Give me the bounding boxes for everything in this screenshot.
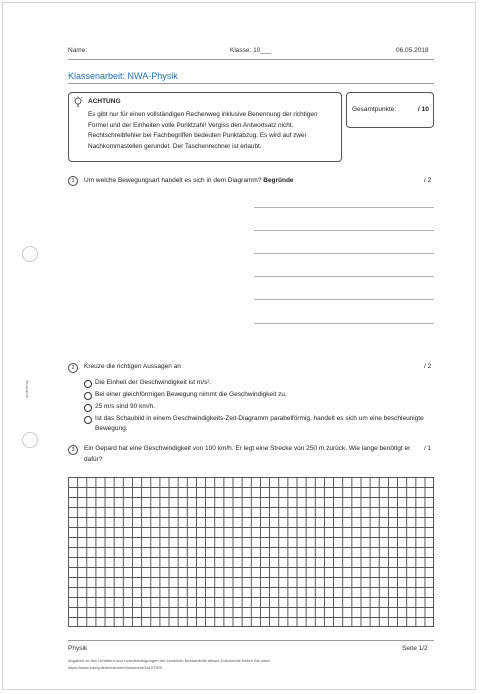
question-1-text: Um welche Bewegungsart handelt es sich in dem Diagramm? Begründe <box>84 177 294 184</box>
date-label: 06.05.2018 <box>396 47 429 54</box>
class-label: Klasse: 10___ <box>230 47 272 54</box>
option-3-text: 25 m/s sind 90 km/h. <box>95 403 155 410</box>
header-rule <box>68 59 434 60</box>
option-4-text: Ist das Schaubild in einem Geschwindigkeits-Zeit-Diagramm parabelförmig, handelt es sich um eine beschleunigte Bewegung. <box>95 415 424 432</box>
punch-hole-bottom <box>22 432 38 448</box>
answer-line[interactable] <box>254 323 434 324</box>
answer-line[interactable] <box>254 299 434 300</box>
option-2-text: Bei einer gleichförmigen Bewegung nimmt die Geschwindigkeit zu. <box>95 391 287 398</box>
question-number-1: 1 <box>68 176 78 186</box>
punch-hole-top <box>22 246 38 262</box>
option-checkbox-1[interactable] <box>84 380 92 388</box>
warning-text: Es gibt nur für einen vollständigen Rechenweg inklusive Benennung der richtigen Formel und der Einheiten volle Punktzahl! Vergiss den Antwortsatz nicht. Rechtschreibfehler bei Fachbegriffen bedeuten Punktabzug. Es wird auf zwei Nachkommastellen gerundet. Der Taschenrechner ist erlaubt. <box>88 111 318 150</box>
score-value: / 10 <box>418 106 429 113</box>
warning-title: ACHTUNG <box>88 98 121 105</box>
lightbulb-icon <box>72 96 84 108</box>
answer-line[interactable] <box>254 253 434 254</box>
question-3-points: / 1 <box>424 445 432 452</box>
name-label: Name: <box>68 47 88 54</box>
answer-line[interactable] <box>254 276 434 277</box>
answer-line[interactable] <box>254 230 434 231</box>
option-1-text: Die Einheit der Geschwindigkeit ist m/s². <box>95 379 212 386</box>
side-text: andere/ay <box>24 380 29 398</box>
score-label: Gesamtpunkte: <box>352 106 397 113</box>
question-2-points: / 2 <box>424 363 432 370</box>
question-1-points: / 2 <box>424 177 432 184</box>
title-rule <box>68 83 434 84</box>
question-2-text: Kreuze die richtigen Aussagen an <box>84 363 181 370</box>
answer-grid[interactable] <box>68 477 434 627</box>
answer-line[interactable] <box>254 207 434 208</box>
question-number-2: 2 <box>68 363 78 373</box>
question-number-3: 3 <box>68 445 78 455</box>
footer-credits: Angaben zu den Urhebern und Lizenzbedingungen der einzelnen Bestandteile dieses Dokuments finden Sie unter <box>68 658 270 663</box>
footer-page: Seite 1/2 <box>402 645 428 652</box>
page-title: Klassenarbeit: NWA-Physik <box>68 71 178 81</box>
footer-subject: Physik <box>68 645 88 652</box>
footer-rule <box>68 640 434 641</box>
option-checkbox-3[interactable] <box>84 404 92 412</box>
footer-credits-link[interactable]: https://www.tutory.de/entdecken/dokument/2a197500 <box>68 665 162 670</box>
question-3-text: Ein Gepard hat eine Geschwindigkeit von 100 km/h. Er legt eine Strecke von 250 m zurück. Wie lange benötigt er dafür? <box>84 445 411 463</box>
option-checkbox-4[interactable] <box>84 416 92 424</box>
option-checkbox-2[interactable] <box>84 392 92 400</box>
